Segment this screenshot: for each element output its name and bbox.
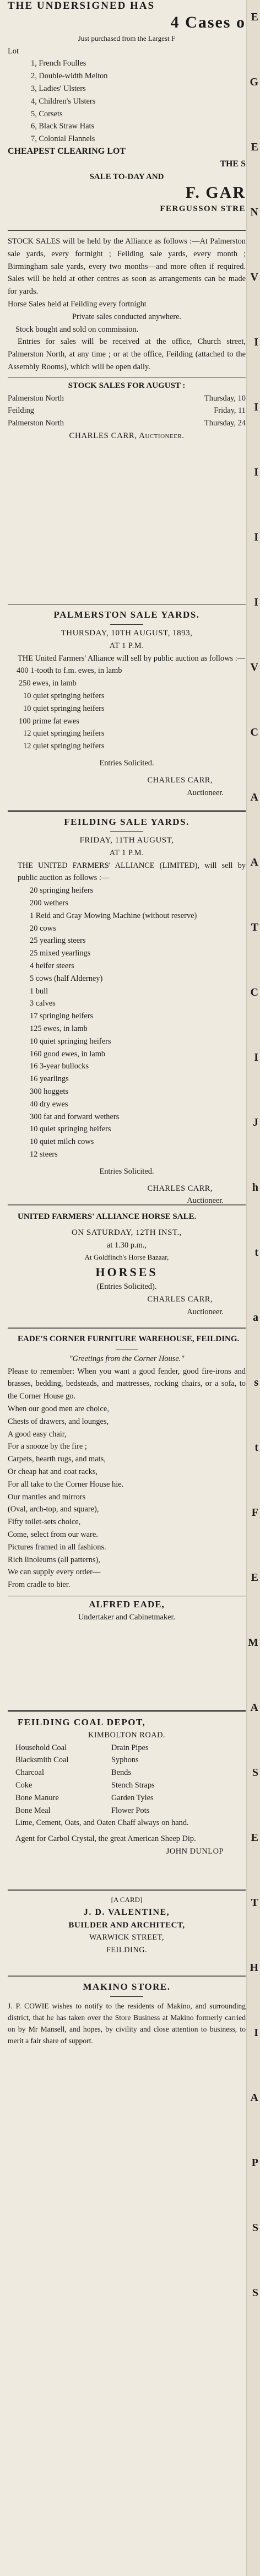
stock-sales-private: Private sales conducted anywhere.	[72, 312, 182, 321]
lot-item: 3, Ladies' Ulsters	[31, 84, 86, 93]
eade-verse-line: Fifty toilet-sets choice,	[8, 1517, 81, 1527]
lot-item: 1, French Foulles	[31, 59, 86, 68]
coal-goods-left: Household Coal	[15, 1743, 67, 1752]
coal-goods-row	[8, 1742, 246, 1754]
stock-sales-body: STOCK SALES will be held by the Alliance as follows :—At Palmerston sale yards, every fortnight ; Feilding sale yards, every month ; Birmingham sale yards, every two months—and more often if required. Sales will be held at other centres as soon as arrangements can be made for yards.	[8, 237, 246, 296]
palmerston-role: Auctioneer.	[187, 788, 224, 797]
makino-body: J. P. COWIE wishes to notify to the residents of Makino, and surrounding district, that he has taken over the Store Business at Makino formerly carried on by Mr Mansell, and hopes, by civility and close attention to business, to merit a fair share of support.	[8, 2002, 246, 2045]
coal-goods-left: Bone Manure	[15, 1793, 59, 1802]
edge-letter: t	[254, 1441, 258, 1454]
palmerston-signature: CHARLES CARR,	[147, 775, 213, 785]
valentine-card	[8, 1889, 246, 1975]
coal-agent-line: Agent for Carbol Crystal, the great American Sheep Dip.	[15, 1834, 196, 1844]
edge-letter: A	[250, 1702, 258, 1714]
eade-verse-line: Pictures framed in all fashions.	[8, 1542, 106, 1552]
feilding-item: 20 cows	[30, 924, 56, 933]
eade-verse-line: We can supply every order—	[8, 1568, 101, 1577]
stock-sales-row	[8, 417, 246, 430]
edge-letter: V	[250, 661, 258, 673]
ad-headline: THE UNDERSIGNED HAS	[8, 0, 155, 12]
palmerston-item: 250 ewes, in lamb	[19, 679, 77, 688]
horse-sale-title: HORSES	[95, 1265, 158, 1279]
edge-letter: A	[250, 2092, 258, 2104]
sale-place: Palmerston North	[8, 419, 64, 428]
feilding-item: 17 springing heifers	[30, 1012, 94, 1021]
eade-body: Please to remember: When you want a good fender, good fire-irons and brasses, bedding, bedsteads, and mattresses, rocking chairs, or a sofa, to the Corner House go.	[8, 1367, 246, 1401]
feilding-item: 40 dry ewes	[30, 1099, 68, 1109]
ad-the-line: THE S	[220, 159, 246, 169]
eade-intro: EADE'S CORNER FURNITURE WAREHOUSE, FEILDING.	[18, 1335, 240, 1343]
edge-letter: A	[250, 791, 258, 803]
horse-sale-signature: CHARLES CARR,	[147, 1294, 213, 1304]
feilding-item: 4 heifer steers	[30, 961, 74, 970]
lot-item: 6, Black Straw Hats	[31, 122, 95, 131]
edge-letter: E	[251, 141, 258, 153]
sale-date: Thursday, 24	[204, 419, 246, 428]
coal-goods-row	[8, 1754, 246, 1767]
edge-letter: S	[252, 2222, 258, 2234]
feilding-date: FRIDAY, 11TH AUGUST,	[79, 836, 174, 845]
feilding-entries: Entries Solicited.	[99, 1167, 154, 1176]
feilding-item: 200 wethers	[30, 898, 68, 908]
lot-item: 4, Children's Ulsters	[31, 96, 96, 106]
eade-verse-line: For all take to the Corner House hie.	[8, 1479, 124, 1489]
feilding-item: 300 fat and forward wethers	[30, 1112, 120, 1121]
ad-sale-line: SALE TO-DAY AND	[89, 172, 164, 181]
coal-address: KIMBOLTON ROAD.	[88, 1730, 166, 1740]
feilding-sale-notice	[8, 810, 246, 1205]
edge-letter: I	[254, 596, 258, 608]
horse-sale-intro: UNITED FARMERS' ALLIANCE HORSE SALE.	[18, 1212, 197, 1221]
palmerston-sale-notice	[8, 604, 246, 809]
coal-goods-right: Bends	[111, 1768, 131, 1778]
eade-role: Undertaker and Cabinetmaker.	[78, 1612, 176, 1622]
edge-letter: F	[251, 1506, 258, 1519]
eade-verse-line: Rich linoleums (all patterns),	[8, 1555, 100, 1564]
eade-verse-line: When our good men are choice,	[8, 1404, 109, 1413]
ad-purchase-note: Just purchased from the Largest F	[78, 34, 176, 42]
edge-letter: h	[252, 1181, 258, 1194]
card-town: FEILDING.	[106, 1946, 148, 1955]
feilding-item: 10 quiet springing heifers	[30, 1036, 111, 1046]
palmerston-title: PALMERSTON SALE YARDS.	[53, 609, 200, 620]
lot-item: 2, Double-width Melton	[31, 72, 108, 81]
palmerston-item: 12 quiet springing heifers	[23, 729, 105, 738]
stock-sales-horse: Horse Sales held at Feilding every fortnight	[8, 299, 147, 309]
eade-verse-line: Chests of drawers, and lounges,	[8, 1417, 109, 1426]
sale-date: Thursday, 10	[204, 393, 246, 403]
coal-goods-right: Flower Pots	[111, 1806, 150, 1815]
ad-merchant-street: FERGUSSON STRE	[160, 204, 246, 214]
edge-letter: I	[254, 531, 258, 543]
feilding-item: 25 yearling steers	[30, 936, 86, 946]
edge-letter: I	[254, 401, 258, 413]
edge-letter: E	[251, 1832, 258, 1844]
lot-item: 7, Colonial Flannels	[31, 134, 95, 144]
feilding-item: 1 bull	[30, 986, 48, 996]
lot-label: Lot	[8, 46, 19, 56]
stock-sales-notice	[8, 230, 246, 606]
coal-goods-row	[8, 1779, 246, 1792]
sale-place: Feilding	[8, 406, 34, 415]
ad-merchant-name: F. GAR	[185, 183, 246, 202]
edge-letter: T	[251, 1897, 258, 1909]
eade-verse-line: From cradle to bier.	[8, 1580, 71, 1590]
eade-verse-line: (Oval, arch-top, and square),	[8, 1505, 99, 1514]
horse-sale-notice	[8, 1205, 246, 1328]
edge-letter: A	[250, 856, 258, 868]
coal-goods-right: Syphons	[111, 1756, 139, 1765]
eade-slogan: "Greetings from the Corner House."	[69, 1354, 185, 1363]
feilding-time: AT 1 P.M.	[109, 848, 144, 857]
edge-letter: N	[250, 206, 258, 218]
makino-store-advert	[8, 1975, 246, 2123]
palmerston-item: 10 quiet springing heifers	[23, 704, 105, 713]
palmerston-intro: THE United Farmers' Alliance will sell by public auction as follows :—	[18, 654, 246, 663]
feilding-item: 16 yearlings	[30, 1074, 69, 1084]
feilding-item: 25 mixed yearlings	[30, 949, 91, 958]
stock-sales-row	[8, 404, 246, 417]
eade-verse-line: Come, select from our ware.	[8, 1530, 98, 1539]
feilding-item: 12 steers	[30, 1149, 58, 1159]
palmerston-entries: Entries Solicited.	[99, 758, 154, 768]
edge-letter: I	[254, 1051, 258, 1063]
palmerston-item: 400 1-tooth to f.m. ewes, in lamb	[17, 666, 122, 676]
feilding-item: 10 quiet milch cows	[30, 1137, 94, 1147]
palmerston-item: 12 quiet springing heifers	[23, 742, 105, 751]
eade-name: ALFRED EADE,	[89, 1598, 165, 1610]
stock-sales-row	[8, 392, 246, 405]
sale-place: Palmerston North	[8, 393, 64, 403]
edge-letter: E	[251, 11, 258, 23]
edge-letter: H	[250, 1962, 258, 1974]
feilding-item: 160 good ewes, in lamb	[30, 1049, 106, 1059]
stock-sales-signature: CHARLES CARR, Auctioneer.	[69, 431, 185, 440]
coal-depot-advert	[8, 1710, 246, 1891]
card-address: WARWICK STREET,	[89, 1933, 164, 1942]
coal-signature: JOHN DUNLOP	[166, 1846, 224, 1856]
horse-sale-entries: (Entries Solicited).	[96, 1282, 157, 1292]
eade-verse-line: A good easy chair,	[8, 1429, 67, 1439]
lot-item: 5, Corsets	[31, 109, 63, 118]
coal-goods-table	[8, 1742, 246, 1817]
horse-sale-role: Auctioneer.	[187, 1307, 224, 1316]
edge-letter: M	[248, 1637, 258, 1649]
stock-sales-entries: Entries for sales will be received at the office, Church street, Palmerston North, at any time ; or at the office, Feilding (attached to the Assembly Rooms), which will be open daily.	[8, 337, 246, 371]
feilding-item: 125 ewes, in lamb	[30, 1024, 88, 1033]
edge-letter: T	[251, 921, 258, 933]
feilding-item: 300 hoggets	[30, 1087, 68, 1096]
coal-goods-row	[8, 1792, 246, 1805]
coal-goods-left: Bone Meal	[15, 1806, 51, 1815]
coal-goods-left: Charcoal	[15, 1768, 44, 1778]
eade-verse	[8, 1403, 246, 1591]
edge-letter: V	[250, 271, 258, 283]
horse-sale-date: ON SATURDAY, 12TH INST.,	[71, 1228, 182, 1237]
coal-goods-left: Blacksmith Coal	[15, 1756, 69, 1765]
feilding-title: FEILDING SALE YARDS.	[64, 817, 189, 827]
coal-goods-right: Drain Pipes	[111, 1743, 149, 1752]
card-role: BUILDER AND ARCHITECT,	[68, 1920, 185, 1930]
eade-furniture-advert	[8, 1327, 246, 1712]
ad-cheapest-line: CHEAPEST CLEARING LOT	[8, 146, 126, 156]
edge-letter: S	[252, 1767, 258, 1779]
coal-goods-row	[8, 1767, 246, 1779]
adjacent-column-edge	[246, 0, 260, 2576]
edge-letter: P	[251, 2157, 258, 2169]
palmerston-item: 10 quiet springing heifers	[23, 691, 105, 700]
edge-letter: I	[254, 2027, 258, 2039]
horse-sale-time: at 1.30 p.m.,	[107, 1240, 147, 1250]
coal-goods-row	[8, 1805, 246, 1817]
card-name: J. D. VALENTINE,	[83, 1907, 170, 1917]
makino-title: MAKINO STORE.	[83, 1981, 171, 1992]
card-tag: [A CARD]	[111, 1895, 143, 1904]
edge-letter: I	[254, 336, 258, 348]
palmerston-date: THURSDAY, 10TH AUGUST, 1893,	[61, 629, 193, 638]
coal-goods-left: Coke	[15, 1780, 32, 1790]
feilding-lot-list	[8, 884, 246, 1161]
edge-letter: I	[254, 466, 258, 478]
palmerston-item: 100 prime fat ewes	[19, 716, 79, 726]
feilding-item: 10 quiet springing heifers	[30, 1125, 111, 1134]
horse-sale-place: At Goldfinch's Horse Bazaar,	[84, 1253, 169, 1262]
feilding-item: 20 springing heifers	[30, 886, 94, 895]
coal-goods-right: Stench Straps	[111, 1780, 155, 1790]
coal-goods-right: Garden Tyles	[111, 1793, 154, 1802]
clearing-sale-advert	[8, 0, 246, 226]
edge-letter: G	[250, 76, 258, 88]
eade-verse-line: Or cheap hat and coat racks,	[8, 1467, 98, 1476]
edge-letter: J	[253, 1116, 258, 1128]
edge-letter: t	[254, 1246, 258, 1259]
feilding-signature: CHARLES CARR,	[147, 1184, 213, 1193]
feilding-item: 5 cows (half Alderney)	[30, 974, 103, 983]
edge-letter: s	[254, 1376, 258, 1389]
lot-list	[8, 57, 246, 145]
edge-letter: a	[253, 1311, 258, 1324]
palmerston-lot-list	[8, 665, 246, 753]
feilding-item: 1 Reid and Gray Mowing Machine (without reserve)	[30, 911, 197, 920]
eade-verse-line: Our mantles and mirrors	[8, 1492, 86, 1502]
edge-letter: C	[250, 726, 258, 738]
eade-verse-line: For a snooze by the fire ;	[8, 1442, 87, 1451]
edge-letter: E	[251, 1571, 258, 1584]
eade-verse-line: Carpets, hearth rugs, and mats,	[8, 1455, 106, 1464]
stock-sales-commission: Stock bought and sold on commission.	[15, 325, 139, 334]
stock-sales-august-heading: STOCK SALES FOR AUGUST :	[68, 381, 186, 390]
palmerston-time: AT 1 P.M.	[109, 641, 144, 650]
feilding-item: 3 calves	[30, 999, 56, 1008]
feilding-intro: THE UNITED FARMERS' ALLIANCE (LIMITED), will sell by public auction as follows :—	[18, 861, 246, 883]
edge-letter: S	[252, 2287, 258, 2299]
ad-cases-heading: 4 Cases o	[170, 13, 246, 31]
coal-lime-line: Lime, Cement, Oats, and Oaten Chaff always on hand.	[15, 1818, 189, 1828]
coal-intro: FEILDING COAL DEPOT,	[18, 1717, 146, 1727]
sale-date: Friday, 11	[214, 406, 246, 415]
feilding-item: 16 3-year bullocks	[30, 1062, 89, 1071]
edge-letter: C	[250, 986, 258, 998]
feilding-role: Auctioneer.	[187, 1196, 224, 1205]
